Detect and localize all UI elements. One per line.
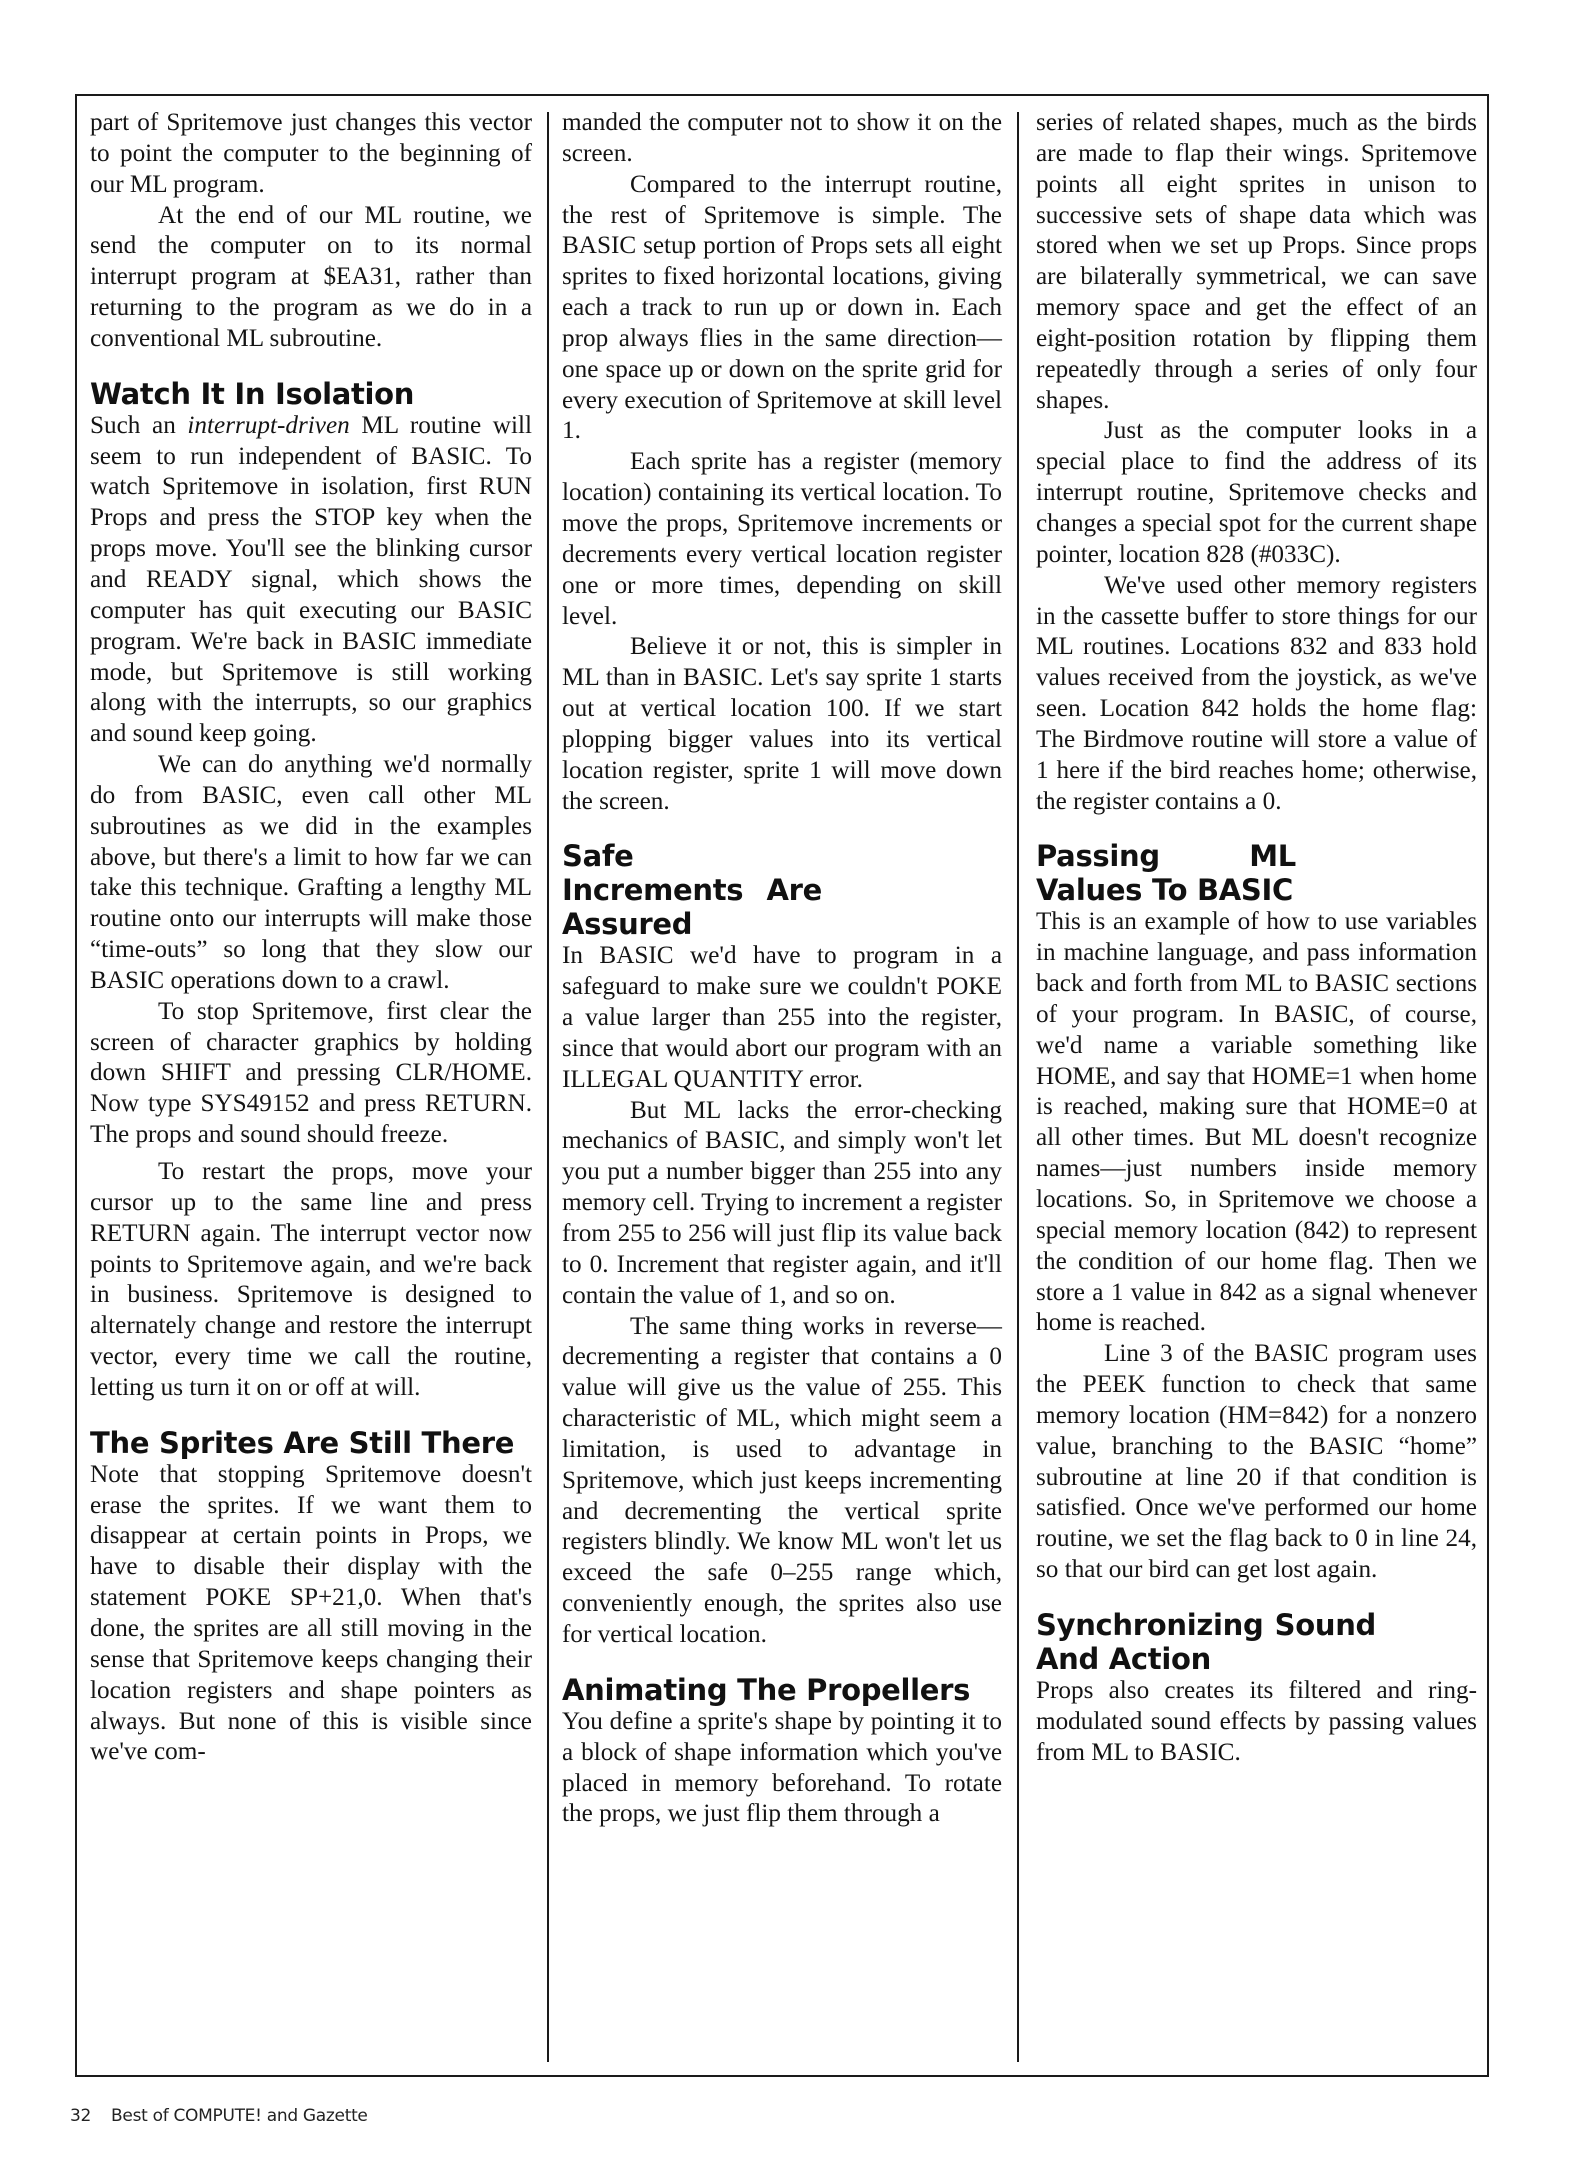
paragraph: Each sprite has a register (memory location) containing its vertical location. To move the props, Spritemove increments or decrements every vertical location register one or more times, depending on skill level. (562, 448, 1002, 630)
paragraph: Just as the computer looks in a special place to find the address of its interrupt routine, Spritemove checks and changes a special spot for the current shape pointer, location 828 (#033C). (1036, 417, 1477, 568)
paragraph: manded the computer not to show it on the screen. (562, 109, 1002, 167)
emphasis: interrupt-driven (187, 411, 350, 439)
paragraph: Note that stopping Spritemove doesn't erase the sprites. If we want them to disappear at certain points in Props, we have to disable their display with the statement POKE SP+21,0. When that's done, the sprites are all still moving in the sense that Spritemove keeps changing their location registers and shape pointers as always. But none of this is visible since we've com- (90, 1460, 532, 1766)
paragraph: In BASIC we'd have to program in a safeguard to make sure we couldn't POKE a value larger than 255 into the register, since that would abort our program with an ILLEGAL QUANTITY error. (562, 942, 1002, 1093)
paragraph: part of Spritemove just changes this vector to point the computer to the beginning of our ML program. (90, 109, 532, 198)
page-number: 32 (70, 2106, 92, 2126)
column-divider (1017, 112, 1019, 2062)
paragraph: We can do anything we'd normally do from BASIC, even call other ML subroutines as we did in the examples above, but there's a limit to how far we can take this technique. Grafting a lengthy ML routine onto our interrupts will make those “time-outs” so long that they slow our BASIC operations down to a crawl. (90, 751, 532, 994)
section-heading: Passing ML Values To BASIC (1036, 839, 1296, 908)
section-heading: Synchronizing Sound And Action (1036, 1607, 1376, 1676)
section-heading: Watch It In Isolation (90, 376, 415, 411)
paragraph: Props also creates its filtered and ring-modulated sound effects by passing values from ML to BASIC. (1036, 1676, 1477, 1766)
paragraph: Line 3 of the BASIC program uses the PEEK function to check that same memory location (HM=842) for a nonzero value, branching to the BASIC “home” subroutine at line 20 if that condition is satisfied. Once we've performed our home routine, we set the flag back to 0 in line 24, so that our bird can get lost again. (1036, 1340, 1477, 1584)
paragraph: To stop Spritemove, first clear the screen of character graphics by holding down SHIFT and pressing CLR/HOME. Now type SYS49152 and press RETURN. The props and sound should freeze. (90, 997, 532, 1149)
column-divider (547, 112, 549, 2062)
paragraph: You define a sprite's shape by pointing it to a block of shape information which you've placed in memory beforehand. To rotate the props, we just flip them through a (562, 1707, 1002, 1828)
paragraph: But ML lacks the error-checking mechanics of BASIC, and simply won't let you put a number bigger than 255 into any memory cell. Trying to increment a register from 255 to 256 will just flip its value back to 0. Increment that register again, and it'll contain the value of 1, and so on. (562, 1096, 1002, 1309)
paragraph: Believe it or not, this is simpler in ML than in BASIC. Let's say sprite 1 starts out at vertical location 100. If we start plopping bigger values into its vertical location register, sprite 1 will move down the screen. (562, 633, 1002, 815)
column-1 (90, 108, 532, 1768)
column-3 (1036, 108, 1477, 1769)
paragraph: Such an interrupt-driven ML routine will seem to run independent of BASIC. To watch Spritemove in isolation, first RUN Props and press the STOP key when the props move. You'll see the blinking cursor and READY signal, which shows the computer has quit executing our BASIC program. We're back in BASIC immediate mode, but Spritemove is still working along with the interrupts, so our graphics and sound keep going. (90, 411, 532, 748)
paragraph: To restart the props, move your cursor up to the same line and press RETURN again. The interrupt vector now points to Spritemove again, and we're back in business. Spritemove is designed to alternately change and restore the interrupt vector, every time we call the routine, letting us turn it on or off at will. (90, 1158, 532, 1401)
section-heading: Safe Increments Are Assured (562, 839, 822, 942)
page-footer (70, 2106, 368, 2126)
paragraph: The same thing works in reverse—decrementing a register that contains a 0 value will give us the value of 255. This characteristic of ML, which might seem a limitation, is used to advantage in Spritemove, which just keeps incrementing and decrementing the vertical sprite registers blindly. We know ML won't let us exceed the safe 0–255 range which, conveniently enough, the sprites also use for vertical location. (562, 1312, 1002, 1648)
paragraph: We've used other memory registers in the cassette buffer to store things for our ML routines. Locations 832 and 833 hold values received from the joystick, as we've seen. Location 842 holds the home flag: The Birdmove routine will store a value of 1 here if the bird reaches home; otherwise, the register contains a 0. (1036, 571, 1477, 815)
column-2 (562, 108, 1002, 1830)
section-heading: The Sprites Are Still There (90, 1425, 515, 1460)
section-heading: Animating The Propellers (562, 1672, 971, 1707)
paragraph: At the end of our ML routine, we send the computer on to its normal interrupt program at $EA31, rather than returning to the program as we do in a conventional ML subroutine. (90, 201, 532, 352)
paragraph: This is an example of how to use variables in machine language, and pass information back and forth from ML to BASIC sections of your program. In BASIC, of course, we'd name a variable something like HOME, and say that HOME=1 when home is reached, making sure that HOME=0 at all other times. But ML doesn't recognize names—just numbers inside memory locations. So, in Spritemove we choose a special memory location (842) to represent the condition of our home flag. Then we store a 1 value in 842 as a signal whenever home is reached. (1036, 908, 1477, 1337)
publication-title: Best of COMPUTE! and Gazette (111, 2106, 368, 2126)
paragraph: Compared to the interrupt routine, the rest of Spritemove is simple. The BASIC setup portion of Props sets all eight sprites to fixed horizontal locations, giving each a track to run up or down in. Each prop always flies in the same direction—one space up or down on the sprite grid for every execution of Spritemove at skill level 1. (562, 170, 1002, 445)
paragraph: series of related shapes, much as the birds are made to flap their wings. Spritemove points all eight sprites in unison to successive sets of shape data which was stored when we set up Props. Since props are bilaterally symmetrical, we can save memory space and get the effect of an eight-position rotation by flipping them repeatedly through a series of only four shapes. (1036, 109, 1477, 414)
